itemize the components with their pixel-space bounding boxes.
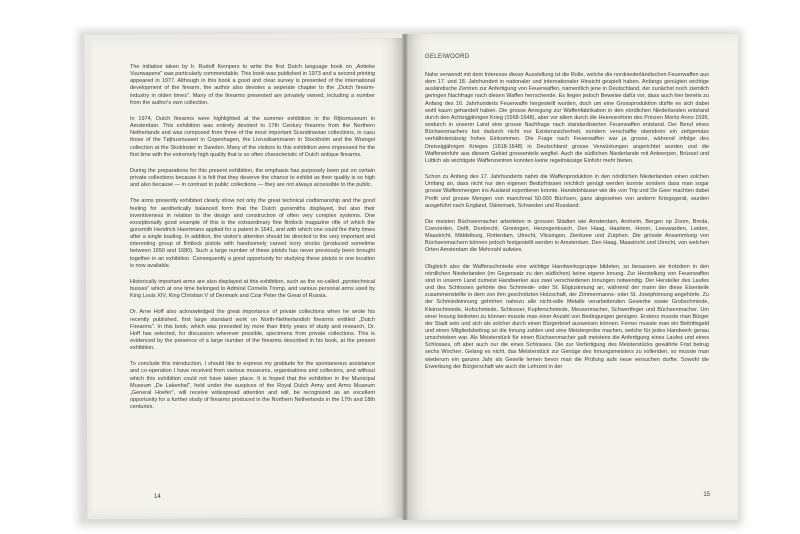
- left-paragraph-1: The initiative taken by Ir. Rudolf Kempers to write the first Dutch language book on „Antieke Vuurwapens" was particularly commendable. This book was published in 1973 and a second printing appeared in 1977. Although in this book a good and clear survey is presented of the international development of the firearm, the author also devotes a seperate chapter to the „Dutch firearm-industry in olden times". Many of the firearms presented are privately owned, including a number from the author's own collection.: [130, 64, 375, 106]
- right-paragraph-3: Die meisten Büchsenmacher arbeiteten in grossen Städten wie Amsterdam, Arnheim, Bergen op Zoom, Breda, Coevorden, Delft, Dordrecht, Groningen, Herzogenbusch, Den Haag, Haarlem, Hoorn, Leeuwarden, Leiden, Maastricht, Middelburg, Rotterdam, Utrecht, Vlissingen, Zierikzee und Zutphen. Die grösste Ansammlung von Büchsenmachern können jedoch festgestellt werden in Amsterdam, Den Haag, Maastricht und Utrecht, von welchen Orten Amsterdam die Mehrzahl aufwies.: [425, 218, 709, 254]
- right-paragraph-1: Nahe verwendt mit dem Interesse dieser Ausstellung ist die Rolle, welche die nordniederländischen Feuerwaffen aus dem 17. und 18. Jahrhundert in nationaler und internationaler Hinsicht gespielt haben. Anfangs genügten wichtige ausländische Zentren zur Anfertigung von Feuerwaffen, namentlich jene in Deutschland, der zunächst noch ziemlich geringen Nachfrage nach diesen Waffen herrschende. Es liegen jedoch Beweise dafür vor, dass auch hier bereits zu Anfang des 16. Jahrhunderts Feuerwaffe hergestellt wurden, doch um eine Grossproduktion dürfte es sich dabei wohl kaum gehandelt haben. Die grosse Anregung zur Waffenfabrikation in den nördlichen Niederlanden entstand durch den Achtzigjährigen Krieg (1568-1648), aber vor allem durch die Heeresreform des Prinzen Moritz Anno 1599, wodurch in unserm Land eine grosse Nachfrage nach standardisierten Feuerwaffen entstand. Der Beruf eines Büchsenmachers bot dadurch nicht nur Existenzsicherheit, sondern verschaffte obendrein ein zeitgemäss verhältnismässig hohes Einkommen. Die Frage nach Feuerwaffen war ja grosse, während infolge des Dreissigjährigen Krieges (1618-1648) in Deutschland grosse Verwüstungen angerichtet wurden und die Waffeneinfuhr aus diesem Gebiet grossenteils wegfiel. Auch die südlichen Niederlande mit Antwerpen, Brüssel und Lüttich als wichtigste Waffenzentren konnten keine regelmässige Einfuhr mehr bieten.: [425, 72, 709, 164]
- right-page: [405, 34, 738, 520]
- right-paragraph-4: Obgleich also die Waffenschmiede eine wichtige Handwerksgruppe bildeten, so besassen sie trotzdem in den nördlichen Niederlanden (im Gegensatz zu den südlichen) keine eigene Innung. Zur Herstellung von Feuerwaffen sind in unserm Land zumeist Handwerker aus zwei verschiedenen Innungen notwendig. Der Hersteller des Laufes und des Schlosses gehörte des Schmiede- oder St. Eligiusinnung an, während der mann der diese Eisenteile zusammenstellte in dem von ihm geschnitzten Holzschaft, der Zimmermanns- oder St. Josephinnung angehörte. Zu der Schmiedeinnung gehörten nahezu alle nicht-edle Metalle verarbeitenden Gewerbe sowie Grobschmiede, Kleinschmiede, Hufschmiede, Schlosser, Kupferschmiede, Messermacher, Schwertfeger und Büchsenmacher. Um einer Innung beitreten zu können musste man einer Anzahl von Bedingungen genügen. Erstens musste man Bürger der Stadt sein und sich als solcher durch einen Bürgerbrief ausweisen können. Ferner musste man ein Beitrittsgeld und einen Mitgliedsbeitrag an die Innung zahlen und eine Meisterprobe machen, welche für jedes Handwerk genau umschrieben war. Als Meisterstück für einen Büchsenmacher galt meistens die Anfertigung eines Laufes und eines Schlosses, oft aber auch nur die eines Schlosses. Die zur Verfertigung des Meisterstücks gewährte Frist betrug sechs Wochen. Gelang es nicht, das Meisterstück zur Genüge des Innungsmeisters zu vollenden, so musste man wiederum ein ganzes Jahr als Geselle lernen bevor man die Prüfung aufs neue versuchen durfte. Sowohl die Erwerbung der Bürgerschaft wie auch die Lehrzeit in der: [425, 263, 709, 370]
- right-page-number: 15: [703, 492, 710, 498]
- left-paragraph-5: Historically important arms are also displayed at this exhibition, such as the so-called „pyrotechnical busses" which at one time belonged to Admiral Cornelis Tromp, and various personal arms used by King Louis XIV, King Christian V of Denmark and Czar Peter the Great of Russia.: [130, 278, 375, 300]
- left-paragraph-3: During the preparations for this present exhibition, the emphasis has purposely been put on certain private collections because it is felt that they deserve the chance to exhibit as their quality is so high and also because — in contrast to public collections — they are not always accessible to the public.: [130, 167, 375, 189]
- left-page-body: [130, 64, 375, 420]
- right-paragraph-2: Schon zu Anfang des 17. Jahrhunderts nahm die Waffenproduktion in den nördlichen Niederlanden einen solchen Umfang an, dass nicht nur den eigenen Bedürfnissen reichlich genügt werden konnte sondern dass man sogar grosse Waffenmengen ins Ausland exportieren konnte. Handelshäuser wie die von Trip und De Geer machten dabei Profit und grosse Mengen von manchmal 50.000 Büchsen, ganz abgesehen von anderm Kriegsgerät, wurden ausgeführt nach England, Dänemark, Schweden und Russland.: [425, 174, 709, 209]
- left-page: [92, 38, 405, 518]
- left-paragraph-4: The arms presently exhibited clearly show not only the great technical craftsmanship and the good feeling for aesthetically balanced form that the Dutch gunsmiths displayed, but also their inventiveness in relation to the design and construction of often very complex systems. One exceptionally good example of this is the extraordinary fine flintlock magazine rifle of which the gunsmith Hendrick Haertmans applied for a patent in 1641, and with which one could fire thirty times after a single loading. In addition, the visitor's attention should be directed to the very important and interesting group of flintlock pistols with handsomely carved ivory stocks (produced sometime between 1650 and 1680). Such a large number of these pistols has never previously been brought together in an exhibition. Consequently a good opportunity for studying these pistols in one location is now available.: [130, 198, 375, 269]
- right-page-heading: GELEIWOORD: [425, 54, 470, 60]
- left-paragraph-6: Dr. Arne Hoff also acknowledged the great importance of private collections when he wrote his recently published, first large standard work on North-Netherlandish firearms entitled „Dutch Firearms". In this book, which was preceded by more than thirty years of study and research, Dr. Hoff has selected, for discussion wherever possible, specimens from private collections. This is evidenced by the presence of a large number of the firearms described in his book, at the present exhibition.: [130, 309, 375, 352]
- book-gutter: [402, 34, 408, 520]
- left-paragraph-2: In 1974, Dutch firearms were highlighted at the summer exhibition in the Rijksmuseum in Amsterdam. This exhibition was entirely devoted to 17th Century firearms from the Northern Netherlands and was composed from three of the most important Scandinavian collections, in casu those of the Tøjhusmuseet in Copenhagen, the Livrustkammaren in Stockholm and the Wrangel collection at the Skokloster in Sweden. Many of the visitors to this exhibition were impressed for the first time with the extremely high quality that is so often characteristic of Dutch antique firearms.: [130, 115, 375, 158]
- left-page-number: 14: [154, 494, 161, 500]
- right-page-body: [425, 72, 709, 380]
- left-paragraph-7: To conclude this introduction, I should like to express my gratitude for the spontaneous assistance and co-operation I have received from various museums, organisations and collectors, and without which this exhibition could not have taken place. It is hoped that the exhibition in the Municipal Museum „De Lakenhal", held under the auspices of the Royal Dutch Army and Arms Museum „General Hoefer", will receive widespread attention and will, be recognized as an excellent opportunity for a further study of firearms produced in the Northern Netherlands in the 17th and 18th centuries.: [130, 361, 375, 411]
